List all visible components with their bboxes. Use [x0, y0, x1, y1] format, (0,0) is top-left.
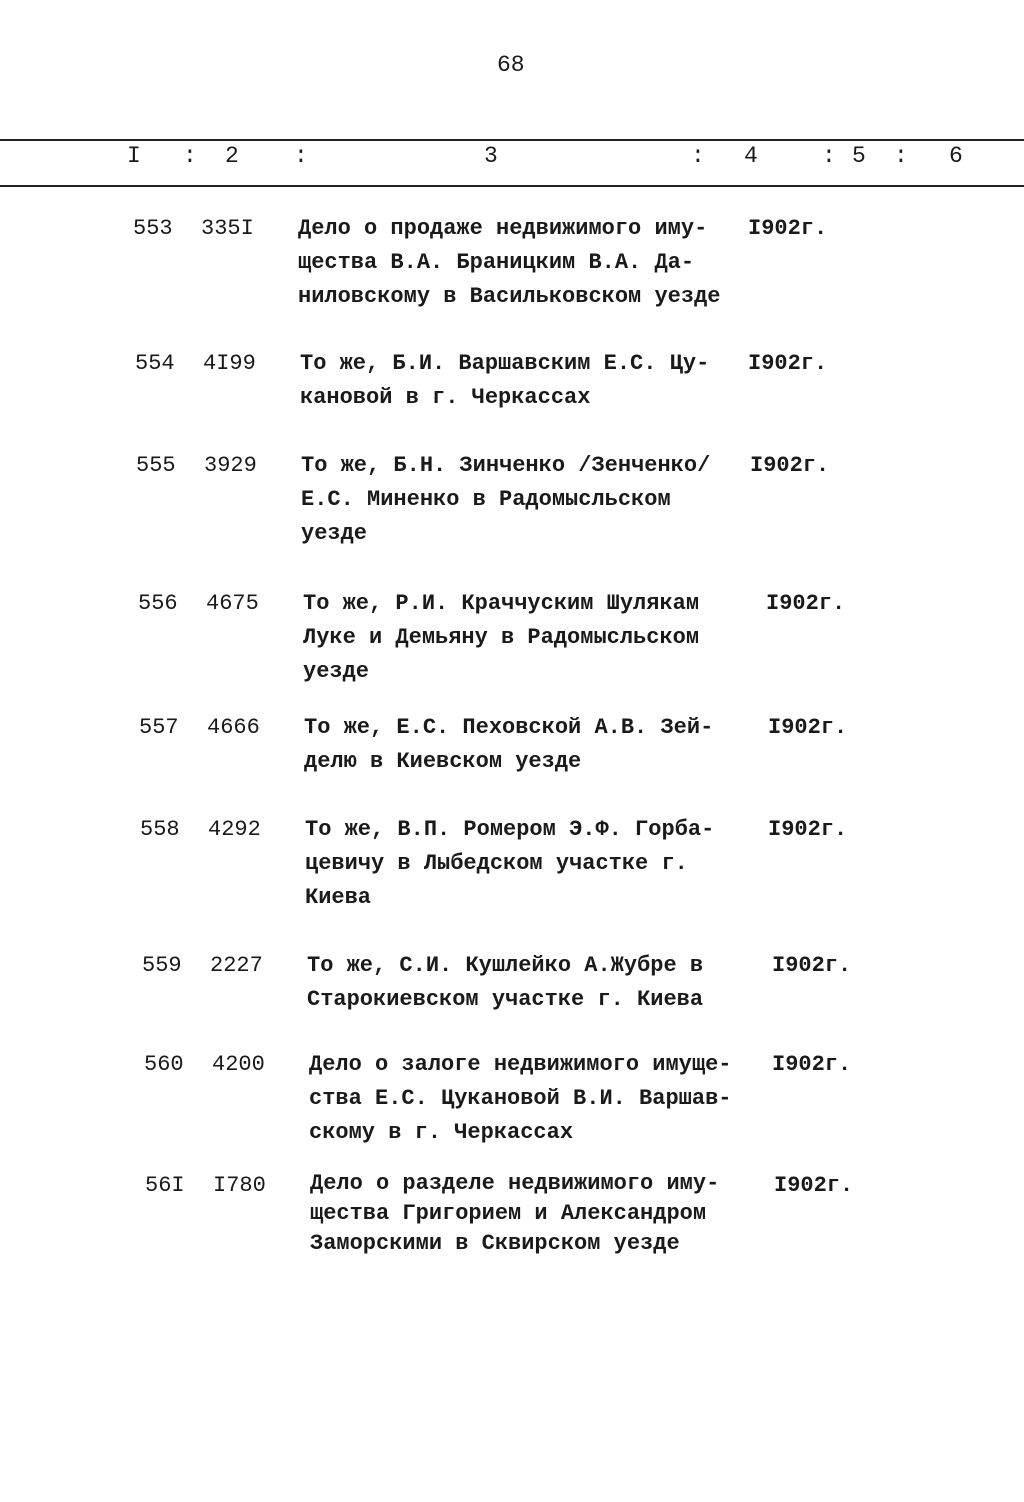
record-year: I902г. — [772, 953, 852, 978]
description-line: щества Григорием и Александром — [310, 1201, 707, 1226]
record-year: I902г. — [768, 715, 848, 740]
page-number: 68 — [497, 52, 525, 78]
record-number: 560 — [144, 1052, 184, 1077]
col-6-label: 6 — [949, 143, 963, 169]
record-code: 2227 — [210, 953, 263, 978]
col-separator: : — [183, 143, 197, 169]
col-1-label: I — [127, 143, 141, 169]
record-description — [307, 949, 703, 1017]
record-number: 556 — [138, 591, 178, 616]
description-line: Киева — [305, 885, 372, 910]
description-line: Заморскими в Сквирском уезде — [310, 1231, 680, 1256]
record-code: I780 — [213, 1173, 266, 1198]
record-year: I902г. — [748, 216, 828, 241]
description-line: То же, Б.И. Варшавским Е.С. Цу- — [300, 351, 710, 376]
description-line: Дело о залоге недвижимого имуще- — [309, 1052, 732, 1077]
record-code: 335I — [201, 216, 254, 241]
description-line: уезде — [301, 521, 368, 546]
record-year: I902г. — [750, 453, 830, 478]
description-line: щества В.А. Браницким В.А. Да- — [298, 250, 695, 275]
description-line: Луке и Демьяну в Радомысльском — [303, 625, 700, 650]
description-line: То же, С.И. Кушлейко А.Жубре в — [307, 953, 704, 978]
record-description — [304, 711, 713, 779]
header-bottom-rule — [0, 185, 1024, 187]
record-code: 4666 — [207, 715, 260, 740]
record-number: 553 — [133, 216, 173, 241]
description-line: кановой в г. Черкассах — [300, 385, 591, 410]
description-line: ниловскому в Васильковском уезде — [298, 284, 721, 309]
record-description — [301, 449, 710, 551]
description-line: Старокиевском участке г. Киева — [307, 987, 704, 1012]
description-line: цевичу в Лыбедском участке г. — [305, 851, 688, 876]
record-code: 4200 — [212, 1052, 265, 1077]
description-line: То же, Е.С. Пеховской А.В. Зей- — [304, 715, 714, 740]
description-line: скому в г. Черкассах — [309, 1120, 574, 1145]
col-4-label: 4 — [744, 143, 758, 169]
description-line: То же, Р.И. Краччуским Шулякам — [303, 591, 700, 616]
record-year: I902г. — [766, 591, 846, 616]
record-number: 558 — [140, 817, 180, 842]
col-separator: : — [294, 143, 308, 169]
record-year: I902г. — [768, 817, 848, 842]
record-description — [309, 1048, 731, 1150]
record-number: 557 — [139, 715, 179, 740]
record-year: I902г. — [774, 1173, 854, 1198]
description-line: делю в Киевском уезде — [304, 749, 582, 774]
col-5-label: 5 — [852, 143, 866, 169]
col-3-label: 3 — [484, 143, 498, 169]
record-year: I902г. — [772, 1052, 852, 1077]
record-description — [310, 1169, 719, 1259]
record-code: 4I99 — [203, 351, 256, 376]
record-number: 559 — [142, 953, 182, 978]
col-separator: : — [822, 143, 836, 169]
col-separator: : — [691, 143, 705, 169]
record-number: 554 — [135, 351, 175, 376]
description-line: То же, В.П. Ромером Э.Ф. Горба- — [305, 817, 715, 842]
record-code: 4292 — [208, 817, 261, 842]
record-code: 3929 — [204, 453, 257, 478]
record-description — [298, 212, 720, 314]
col-2-label: 2 — [225, 143, 239, 169]
record-number: 555 — [136, 453, 176, 478]
record-description — [305, 813, 714, 915]
record-description — [303, 587, 699, 689]
record-code: 4675 — [206, 591, 259, 616]
description-line: Дело о продаже недвижимого иму- — [298, 216, 708, 241]
description-line: То же, Б.Н. Зинченко /Зенченко/ — [301, 453, 711, 478]
description-line: Дело о разделе недвижимого иму- — [310, 1171, 720, 1196]
description-line: уезде — [303, 659, 370, 684]
record-number: 56I — [145, 1173, 185, 1198]
record-year: I902г. — [748, 351, 828, 376]
record-description — [300, 347, 709, 415]
col-separator: : — [894, 143, 908, 169]
description-line: Е.С. Миненко в Радомысльском — [301, 487, 671, 512]
header-top-rule — [0, 139, 1024, 141]
description-line: ства Е.С. Цукановой В.И. Варшав- — [309, 1086, 732, 1111]
